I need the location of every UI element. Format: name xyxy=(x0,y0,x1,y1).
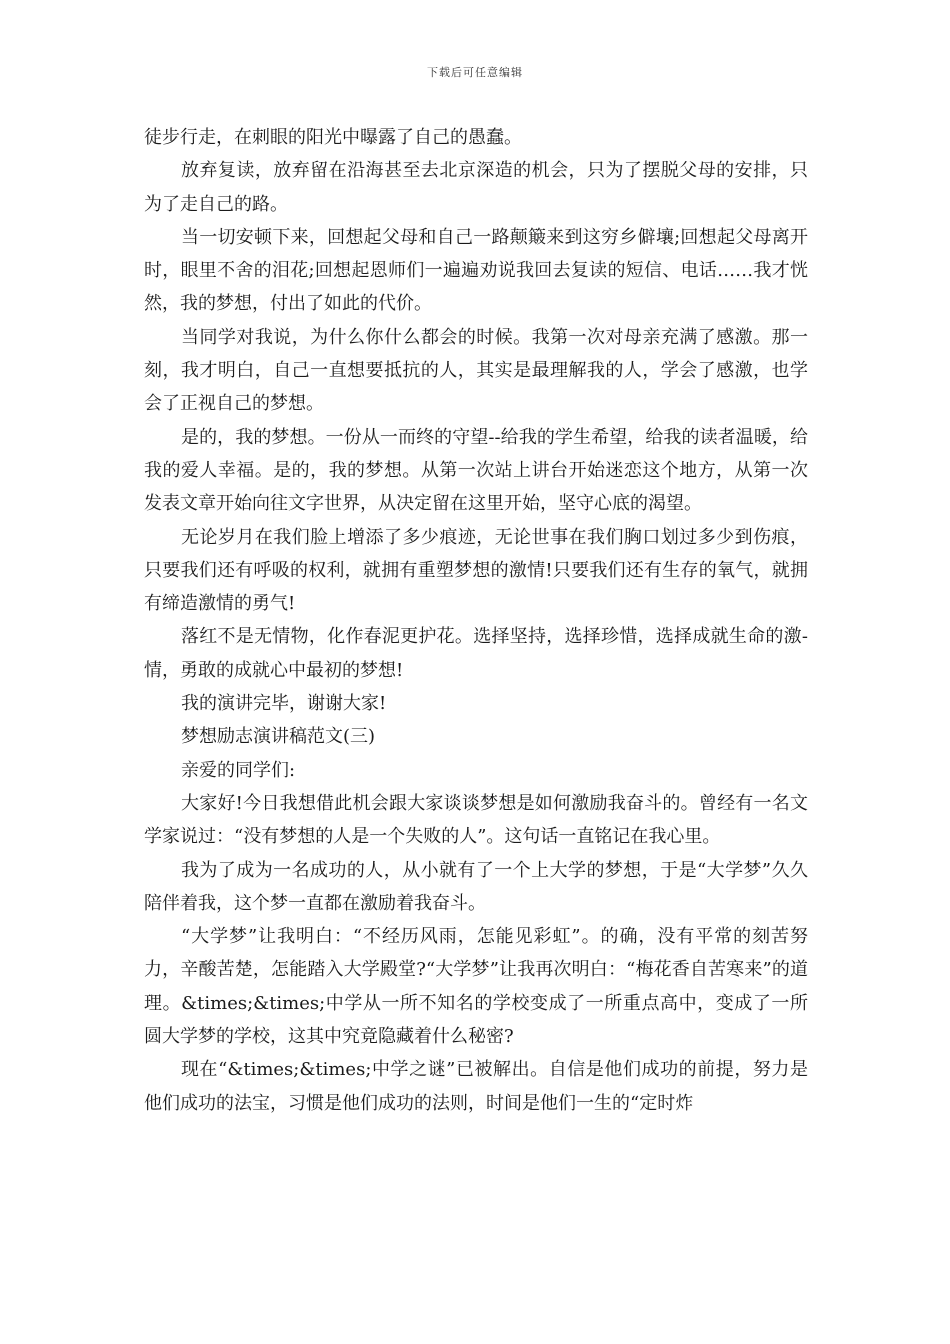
paragraph-3: 当一切安顿下来，回想起父母和自己一路颠簸来到这穷乡僻壤;回想起父母离开时，眼里不舍的泪花;回想起恩师们一遍遍劝说我回去复读的短信、电话……我才恍然，我的梦想，付出了如此的代价。 xyxy=(144,226,808,315)
paragraph-13: “大学梦”让我明白：“不经历风雨，怎能见彩虹”。的确，没有平常的刻苦努力，辛酸苦楚，怎能踏入大学殿堂?“大学梦”让我再次明白：“梅花香自苦寒来”的道理。&times;&times;中学从一所不知名的学校变成了一所重点高中，变成了一所圆大学梦的学校，这其中究竟隐藏着什么秘密? xyxy=(144,926,808,1048)
paragraph-11: 大家好!今日我想借此机会跟大家谈谈梦想是如何激励我奋斗的。曾经有一名文学家说过：“没有梦想的人是一个失败的人”。这句话一直铭记在我心里。 xyxy=(144,792,808,848)
closing-line: 我的演讲完毕，谢谢大家! xyxy=(181,693,387,715)
paragraph-12: 我为了成为一名成功的人，从小就有了一个上大学的梦想，于是“大学梦”久久陪伴着我，这个梦一直都在激励着我奋斗。 xyxy=(144,859,808,914)
page-header: 下载后可任意编辑 xyxy=(427,66,523,79)
salutation: 亲爱的同学们: xyxy=(181,759,296,781)
paragraph-5: 是的，我的梦想。一份从一而终的守望--给我的学生希望，给我的读者温暖，给我的爱人幸福。是的，我的梦想。从第一次站上讲台开始迷恋这个地方，从第一次发表文章开始向往文字世界，从决定留在这里开始，坚守心底的渴望。 xyxy=(144,426,808,515)
paragraph-1: 徒步行走，在刺眼的阳光中曝露了自己的愚蠢。 xyxy=(144,127,522,148)
paragraph-4: 当同学对我说，为什么你什么都会的时候。我第一次对母亲充满了感激。那一刻，我才明白，自己一直想要抵抗的人，其实是最理解我的人，学会了感激，也学会了正视自己的梦想。 xyxy=(144,326,808,415)
paragraph-7: 落红不是无情物，化作春泥更护花。选择坚持，选择珍惜，选择成就生命的激-情，勇敢的成就心中最初的梦想! xyxy=(144,626,808,681)
paragraph-14: 现在“&times;&times;中学之谜”已被解出。自信是他们成功的前提，努力是他们成功的法宝，习惯是他们成功的法则，时间是他们一生的“定时炸 xyxy=(144,1059,808,1114)
document-body xyxy=(144,121,808,1120)
paragraph-6: 无论岁月在我们脸上增添了多少痕迹，无论世事在我们胸口划过多少到伤痕，只要我们还有呼吸的权利，就拥有重塑梦想的激情!只要我们还有生存的氧气，就拥有缔造激情的勇气! xyxy=(144,526,808,615)
paragraph-2: 放弃复读，放弃留在沿海甚至去北京深造的机会，只为了摆脱父母的安排，只为了走自己的路。 xyxy=(144,160,808,215)
section-title: 梦想励志演讲稿范文(三) xyxy=(181,726,376,748)
